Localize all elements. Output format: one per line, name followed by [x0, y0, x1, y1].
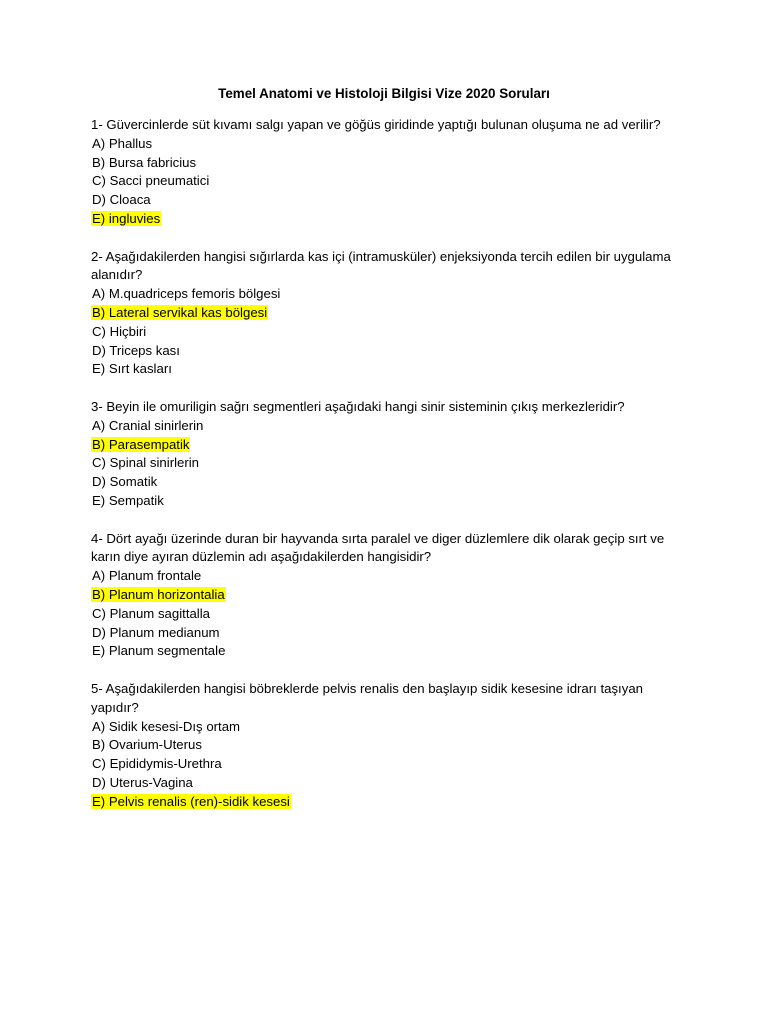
option-label: E) Planum segmentale [92, 643, 226, 659]
option-label: B) Ovarium-Uterus [92, 737, 202, 753]
option-label: B) Bursa fabricius [92, 154, 197, 170]
option-list [91, 285, 681, 379]
option-c [91, 172, 681, 191]
option-label: E) Sempatik [92, 492, 164, 508]
option-e [91, 360, 681, 379]
option-label: C) Planum sagittalla [92, 605, 211, 621]
document-title: Temel Anatomi ve Histoloji Bilgisi Vize 2020 Soruları [218, 86, 550, 101]
option-d [91, 342, 681, 361]
option-label: B) Parasempatik [92, 436, 190, 452]
option-a [91, 718, 681, 737]
option-a [91, 135, 681, 154]
question-text: 2- Aşağıdakilerden hangisi sığırlarda kas içi (intramusküler) enjeksiyonda tercih edilen bir uygulama alanıdır? [91, 248, 671, 283]
option-b [91, 154, 681, 173]
option-list [91, 718, 681, 812]
option-e [91, 492, 681, 511]
option-label: A) M.quadriceps femoris bölgesi [92, 286, 281, 302]
option-label: A) Sidik kesesi-Dış ortam [92, 718, 241, 734]
question-3 [91, 398, 681, 511]
option-e [91, 793, 681, 812]
question-5 [91, 680, 681, 812]
question-text: 1- Güvercinlerde süt kıvamı salgı yapan ve göğüs giridinde yaptığı bulunan oluşuma ne ad verilir? [91, 117, 661, 132]
option-c [91, 454, 681, 473]
option-label: B) Planum horizontalia [92, 586, 225, 602]
option-label: E) Sırt kasları [92, 361, 172, 377]
option-label: E) Pelvis renalis (ren)-sidik kesesi [92, 793, 290, 809]
option-label: A) Planum frontale [92, 568, 202, 584]
option-a [91, 417, 681, 436]
question-text: 3- Beyin ile omuriligin sağrı segmentleri aşağıdaki hangi sinir sisteminin çıkış merkezleridir? [91, 398, 625, 414]
question-4 [91, 530, 681, 662]
option-c [91, 323, 681, 342]
question-1 [91, 116, 681, 229]
option-label: C) Epididymis-Urethra [92, 756, 222, 772]
option-e [91, 210, 681, 229]
question-text: 4- Dört ayağı üzerinde duran bir hayvanda sırta paralel ve diger düzlemlere dik olarak geçip sırt ve karın diye ayıran düzlemin adı aşağıdakilerden hangisidir? [91, 530, 665, 565]
option-label: D) Somatik [92, 474, 158, 490]
option-label: B) Lateral servikal kas bölgesi [92, 304, 268, 320]
option-e [91, 642, 681, 661]
option-list [91, 567, 681, 661]
question-list [91, 116, 681, 830]
option-label: D) Uterus-Vagina [92, 774, 193, 790]
option-label: D) Triceps kası [92, 342, 180, 358]
option-d [91, 473, 681, 492]
option-c [91, 605, 681, 624]
option-label: C) Spinal sinirlerin [92, 455, 200, 471]
option-b [91, 586, 681, 605]
option-a [91, 285, 681, 304]
option-b [91, 304, 681, 323]
option-label: C) Sacci pneumatici [92, 173, 210, 189]
option-label: A) Phallus [92, 135, 153, 151]
option-label: A) Cranial sinirlerin [92, 417, 204, 433]
option-d [91, 191, 681, 210]
question-text: 5- Aşağıdakilerden hangisi böbreklerde pelvis renalis den başlayıp sidik kesesine idrarı taşıyan yapıdır? [91, 680, 643, 715]
option-d [91, 774, 681, 793]
option-label: D) Planum medianum [92, 624, 220, 640]
option-b [91, 736, 681, 755]
option-a [91, 567, 681, 586]
option-b [91, 436, 681, 455]
option-c [91, 755, 681, 774]
option-label: D) Cloaca [92, 192, 151, 208]
option-label: E) ingluvies [92, 210, 161, 226]
option-list [91, 135, 681, 229]
option-label: C) Hiçbiri [92, 323, 147, 339]
option-d [91, 624, 681, 643]
option-list [91, 417, 681, 511]
question-2 [91, 248, 681, 380]
